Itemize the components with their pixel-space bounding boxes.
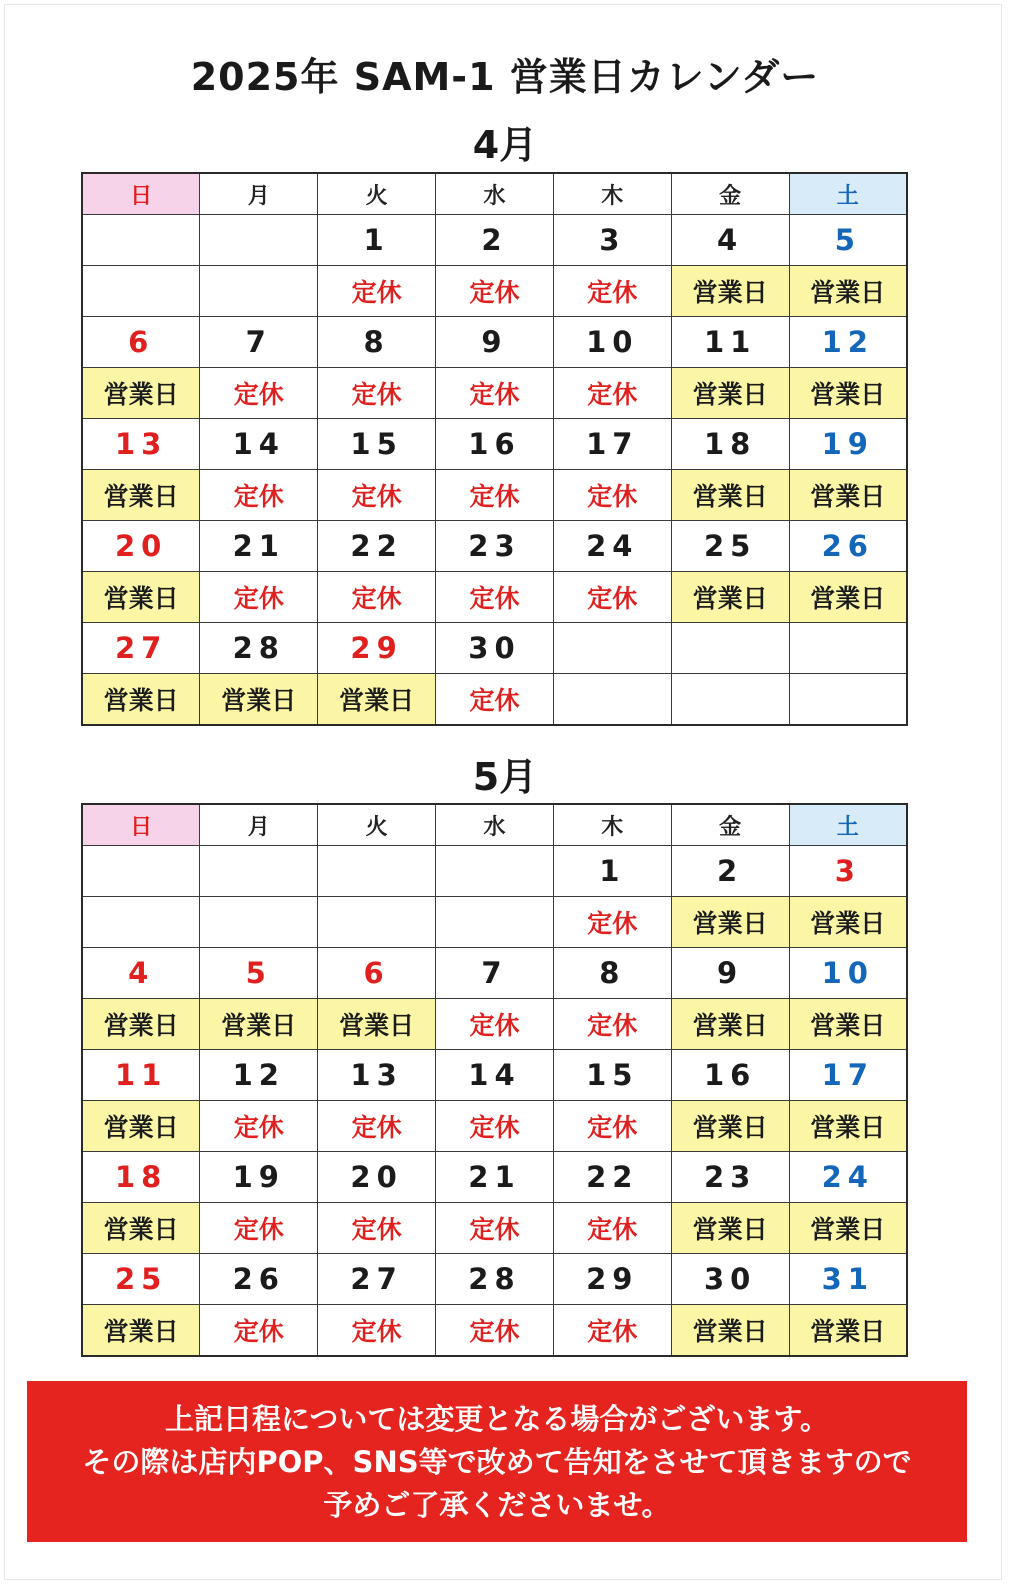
status-closed: 定休	[553, 1203, 671, 1254]
status-open: 営業日	[671, 1101, 789, 1152]
status-closed: 定休	[436, 266, 554, 317]
status-open: 営業日	[671, 1203, 789, 1254]
status-row	[82, 999, 907, 1050]
status-closed: 定休	[200, 1305, 318, 1357]
day-number: 18	[671, 419, 789, 470]
calendar-may	[81, 803, 908, 1357]
day-number: 19	[789, 419, 907, 470]
day-number: 2	[671, 846, 789, 897]
weekday-mon: 月	[200, 173, 318, 215]
status-open: 営業日	[789, 999, 907, 1050]
status-closed: 定休	[553, 368, 671, 419]
weekday-fri: 金	[671, 173, 789, 215]
status-open: 営業日	[82, 572, 200, 623]
day-number: 12	[200, 1050, 318, 1101]
day-number: 13	[318, 1050, 436, 1101]
day-number: 6	[82, 317, 200, 368]
weekday-header-row	[82, 804, 907, 846]
weekday-wed: 水	[436, 173, 554, 215]
status-open: 営業日	[789, 1305, 907, 1357]
day-number: 30	[671, 1254, 789, 1305]
status-open: 営業日	[671, 1305, 789, 1357]
status-closed: 定休	[436, 572, 554, 623]
status-open: 営業日	[789, 266, 907, 317]
status-row	[82, 470, 907, 521]
date-row	[82, 948, 907, 999]
status-closed: 定休	[553, 572, 671, 623]
status-closed: 定休	[200, 368, 318, 419]
day-number: 8	[553, 948, 671, 999]
status-closed: 定休	[436, 1305, 554, 1357]
day-number: 14	[436, 1050, 554, 1101]
day-number: 11	[671, 317, 789, 368]
day-number: 20	[318, 1152, 436, 1203]
empty-cell	[200, 215, 318, 266]
weekday-sat: 土	[789, 173, 907, 215]
day-number: 15	[553, 1050, 671, 1101]
day-number: 29	[553, 1254, 671, 1305]
day-number: 9	[671, 948, 789, 999]
day-number: 5	[200, 948, 318, 999]
status-closed: 定休	[553, 897, 671, 948]
status-open: 営業日	[671, 368, 789, 419]
date-row	[82, 1254, 907, 1305]
status-closed: 定休	[318, 470, 436, 521]
day-number: 8	[318, 317, 436, 368]
status-row	[82, 1305, 907, 1357]
status-open: 営業日	[318, 999, 436, 1050]
status-open: 営業日	[671, 999, 789, 1050]
weekday-tue: 火	[318, 804, 436, 846]
status-closed: 定休	[436, 674, 554, 726]
day-number: 3	[789, 846, 907, 897]
status-open: 営業日	[671, 572, 789, 623]
day-number: 25	[82, 1254, 200, 1305]
day-number: 16	[436, 419, 554, 470]
notice-banner	[27, 1381, 967, 1542]
day-number: 10	[789, 948, 907, 999]
day-number: 28	[200, 623, 318, 674]
status-open: 営業日	[789, 1101, 907, 1152]
date-row	[82, 317, 907, 368]
empty-cell	[200, 846, 318, 897]
status-closed: 定休	[553, 1101, 671, 1152]
status-open: 営業日	[82, 1305, 200, 1357]
day-number: 30	[436, 623, 554, 674]
status-row	[82, 674, 907, 726]
day-number: 4	[671, 215, 789, 266]
day-number: 1	[553, 846, 671, 897]
notice-line: 上記日程については変更となる場合がございます。	[164, 1402, 830, 1436]
day-number: 22	[318, 521, 436, 572]
empty-cell	[200, 897, 318, 948]
day-number: 27	[82, 623, 200, 674]
notice-line: 予めご了承くださいませ。	[323, 1488, 671, 1522]
status-row	[82, 572, 907, 623]
month-title-april: 4月	[472, 123, 538, 167]
status-open: 営業日	[82, 470, 200, 521]
status-closed: 定休	[436, 368, 554, 419]
empty-cell	[318, 846, 436, 897]
weekday-sun: 日	[82, 804, 200, 846]
empty-cell	[789, 674, 907, 726]
date-row	[82, 846, 907, 897]
day-number: 27	[318, 1254, 436, 1305]
status-closed: 定休	[318, 368, 436, 419]
day-number: 19	[200, 1152, 318, 1203]
day-number: 24	[553, 521, 671, 572]
status-closed: 定休	[436, 1101, 554, 1152]
day-number: 21	[200, 521, 318, 572]
status-closed: 定休	[436, 470, 554, 521]
day-number: 2	[436, 215, 554, 266]
day-number: 31	[789, 1254, 907, 1305]
status-closed: 定休	[436, 1203, 554, 1254]
status-closed: 定休	[553, 999, 671, 1050]
weekday-thu: 木	[553, 804, 671, 846]
empty-cell	[553, 674, 671, 726]
status-row	[82, 266, 907, 317]
status-open: 営業日	[789, 368, 907, 419]
day-number: 7	[200, 317, 318, 368]
empty-cell	[436, 897, 554, 948]
day-number: 26	[200, 1254, 318, 1305]
empty-cell	[671, 623, 789, 674]
day-number: 5	[789, 215, 907, 266]
status-closed: 定休	[553, 470, 671, 521]
status-open: 営業日	[200, 674, 318, 726]
day-number: 12	[789, 317, 907, 368]
status-open: 営業日	[671, 897, 789, 948]
weekday-mon: 月	[200, 804, 318, 846]
weekday-sun: 日	[82, 173, 200, 215]
status-closed: 定休	[318, 1203, 436, 1254]
empty-cell	[789, 623, 907, 674]
status-open: 営業日	[789, 470, 907, 521]
day-number: 7	[436, 948, 554, 999]
day-number: 26	[789, 521, 907, 572]
calendar-april	[81, 172, 908, 726]
weekday-fri: 金	[671, 804, 789, 846]
day-number: 13	[82, 419, 200, 470]
status-closed: 定休	[200, 1203, 318, 1254]
day-number: 24	[789, 1152, 907, 1203]
day-number: 23	[436, 521, 554, 572]
weekday-sat: 土	[789, 804, 907, 846]
weekday-wed: 水	[436, 804, 554, 846]
day-number: 18	[82, 1152, 200, 1203]
status-closed: 定休	[318, 266, 436, 317]
status-closed: 定休	[200, 1101, 318, 1152]
status-open: 営業日	[789, 1203, 907, 1254]
day-number: 22	[553, 1152, 671, 1203]
status-closed: 定休	[553, 266, 671, 317]
page-title: 2025年 SAM-1 営業日カレンダー	[190, 55, 820, 99]
status-open: 営業日	[789, 572, 907, 623]
status-row	[82, 897, 907, 948]
status-closed: 定休	[318, 1101, 436, 1152]
day-number: 15	[318, 419, 436, 470]
status-open: 営業日	[671, 470, 789, 521]
empty-cell	[82, 846, 200, 897]
weekday-thu: 木	[553, 173, 671, 215]
status-open: 営業日	[82, 1101, 200, 1152]
day-number: 3	[553, 215, 671, 266]
status-closed: 定休	[200, 470, 318, 521]
day-number: 4	[82, 948, 200, 999]
status-closed: 定休	[200, 572, 318, 623]
day-number: 10	[553, 317, 671, 368]
empty-cell	[82, 266, 200, 317]
day-number: 29	[318, 623, 436, 674]
status-open: 営業日	[789, 897, 907, 948]
day-number: 9	[436, 317, 554, 368]
day-number: 6	[318, 948, 436, 999]
status-row	[82, 1203, 907, 1254]
date-row	[82, 1050, 907, 1101]
empty-cell	[671, 674, 789, 726]
date-row	[82, 215, 907, 266]
empty-cell	[318, 897, 436, 948]
day-number: 20	[82, 521, 200, 572]
date-row	[82, 419, 907, 470]
empty-cell	[82, 897, 200, 948]
day-number: 28	[436, 1254, 554, 1305]
day-number: 16	[671, 1050, 789, 1101]
status-closed: 定休	[318, 572, 436, 623]
status-row	[82, 368, 907, 419]
day-number: 14	[200, 419, 318, 470]
status-open: 営業日	[82, 999, 200, 1050]
status-closed: 定休	[436, 999, 554, 1050]
status-closed: 定休	[318, 1305, 436, 1357]
empty-cell	[553, 623, 671, 674]
weekday-tue: 火	[318, 173, 436, 215]
month-title-may: 5月	[472, 755, 538, 799]
date-row	[82, 521, 907, 572]
status-open: 営業日	[200, 999, 318, 1050]
notice-line: その際は店内POP、SNS等で改めて告知をさせて頂きますので	[82, 1445, 912, 1479]
status-open: 営業日	[82, 674, 200, 726]
status-closed: 定休	[553, 1305, 671, 1357]
weekday-header-row	[82, 173, 907, 215]
status-open: 営業日	[82, 1203, 200, 1254]
day-number: 21	[436, 1152, 554, 1203]
day-number: 11	[82, 1050, 200, 1101]
empty-cell	[82, 215, 200, 266]
empty-cell	[200, 266, 318, 317]
date-row	[82, 623, 907, 674]
day-number: 23	[671, 1152, 789, 1203]
day-number: 1	[318, 215, 436, 266]
status-open: 営業日	[318, 674, 436, 726]
date-row	[82, 1152, 907, 1203]
status-open: 営業日	[82, 368, 200, 419]
status-row	[82, 1101, 907, 1152]
empty-cell	[436, 846, 554, 897]
day-number: 17	[553, 419, 671, 470]
status-open: 営業日	[671, 266, 789, 317]
day-number: 17	[789, 1050, 907, 1101]
day-number: 25	[671, 521, 789, 572]
